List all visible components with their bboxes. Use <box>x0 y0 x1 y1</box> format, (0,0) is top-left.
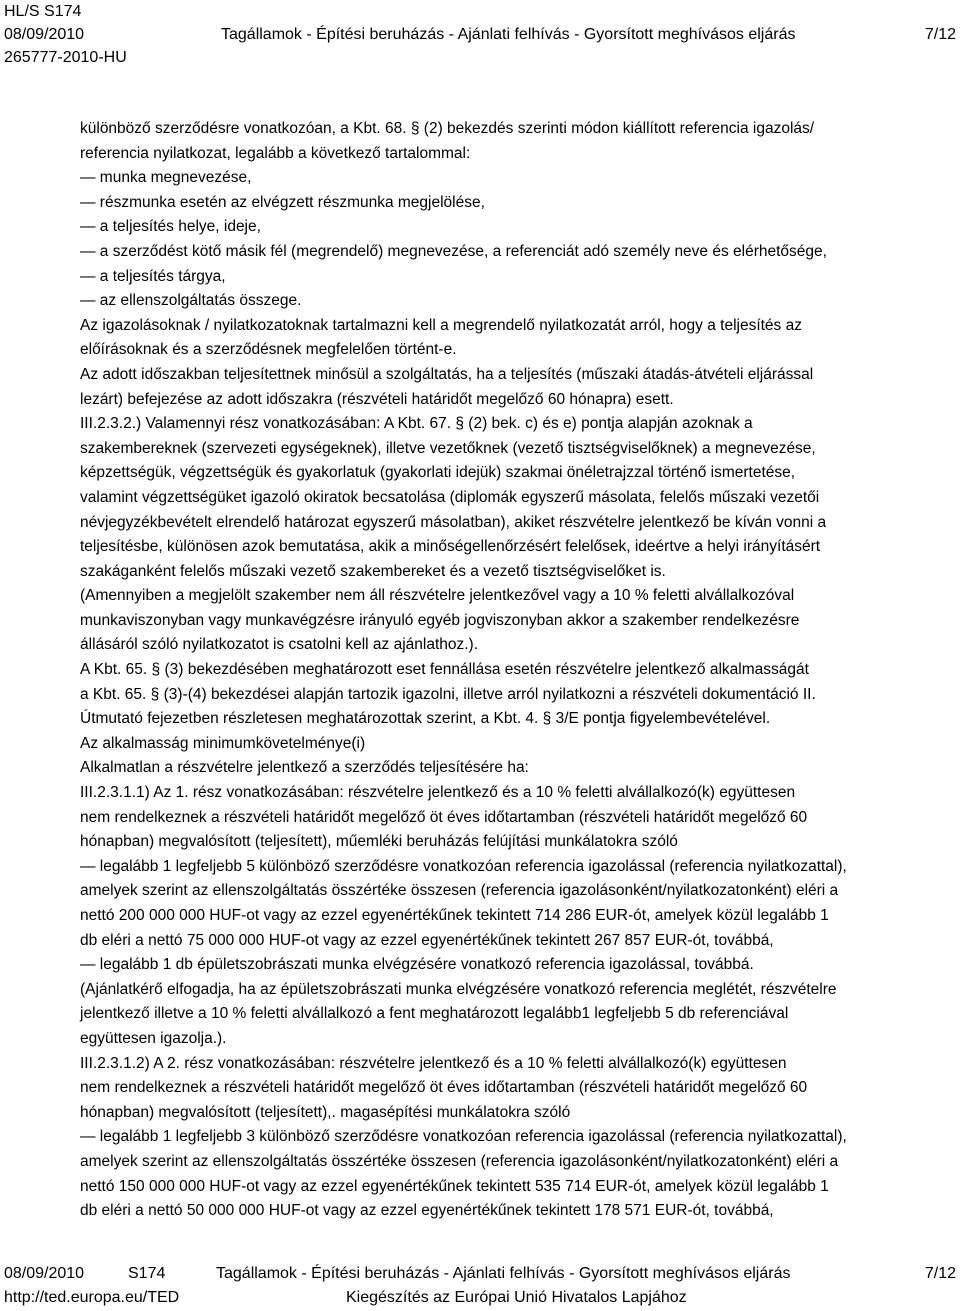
footer-page-number: 7/12 <box>924 1265 956 1282</box>
footer-url: http://ted.europa.eu/TED <box>4 1289 180 1306</box>
text-line: — az ellenszolgáltatás összege. <box>80 292 302 310</box>
text-line: Az alkalmasság minimumkövetelménye(i) <box>80 734 366 752</box>
header-doc-code: HL/S S174 <box>4 3 82 20</box>
text-line: III.2.3.2.) Valamennyi rész vonatkozásában: A Kbt. 67. § (2) bek. c) és e) pontja alapján azoknak a <box>80 415 753 433</box>
text-line: — a teljesítés tárgya, <box>80 267 226 285</box>
header-reference: 265777-2010-HU <box>4 49 127 66</box>
document-body <box>80 117 955 1224</box>
text-line: nem rendelkeznek a részvételi határidőt megelőző öt éves időtartamban (részvételi határidőt megelőző 60 <box>80 808 808 826</box>
text-line: jelentkező illetve a 10 % feletti alvállalkozó a fent meghatározott legalább1 legfeljebb 5 db referenciával <box>80 1005 789 1023</box>
footer-publication: Kiegészítés az Európai Unió Hivatalos Lapjához <box>346 1289 687 1306</box>
text-line: szakembereknek (szervezeti egységeknek), illetve vezetőknek (vezető tisztségviselőknek) a megnevezése, <box>80 439 816 457</box>
text-line: előírásoknak és a szerződésnek megfelelően történt-e. <box>80 341 457 359</box>
footer-title: Tagállamok - Építési beruházás - Ajánlati felhívás - Gyorsított meghívásos eljárás <box>216 1265 791 1282</box>
text-line: (Ajánlatkérő elfogadja, ha az épületszobrászati munka elvégzésére vonatkozó referencia meglétét, részvételre <box>80 980 837 998</box>
text-line: Alkalmatlan a részvételre jelentkező a szerződés teljesítésére ha: <box>80 759 529 777</box>
text-line: — legalább 1 db épületszobrászati munka elvégzésére vonatkozó referencia igazolással, továbbá. <box>80 956 754 974</box>
text-line: hónapban) megvalósított (teljesített), műemléki beruházás felújítási munkálatokra szóló <box>80 833 678 851</box>
text-line: Az adott időszakban teljesítettnek minősül a szolgáltatás, ha a teljesítés (műszaki átadás-átvételi eljárással <box>80 365 814 383</box>
page-footer <box>4 1262 956 1310</box>
text-line: hónapban) megvalósított (teljesített),. magasépítési munkálatokra szóló <box>80 1103 571 1121</box>
text-line: állásáról szóló nyilatkozatot is csatolni kell az ajánlathoz.). <box>80 636 479 654</box>
header-title: Tagállamok - Építési beruházás - Ajánlati felhívás - Gyorsított meghívásos eljárás <box>221 26 796 43</box>
page-header <box>4 0 956 69</box>
text-line: — részmunka esetén az elvégzett részmunka megjelölése, <box>80 193 485 211</box>
text-line: — legalább 1 legfeljebb 3 különböző szerződésre vonatkozóan referencia igazolással (referencia nyilatkozattal), <box>80 1128 847 1146</box>
text-line: névjegyzékbevételt elrendelő határozat egyszerű másolatban), akiket részvételre jelentkező be kíván vonni a <box>80 513 827 531</box>
text-line: III.2.3.1.1) Az 1. rész vonatkozásában: részvételre jelentkező és a 10 % feletti alvállalkozó(k) együttesen <box>80 784 796 802</box>
text-line: db eléri a nettó 75 000 000 HUF-ot vagy az ezzel egyenértékűnek tekintett 267 857 EUR-ót, továbbá, <box>80 931 774 949</box>
text-line: nettó 150 000 000 HUF-ot vagy az ezzel egyenértékűnek tekintett 535 714 EUR-ót, amelyek közül legalább 1 <box>80 1177 829 1195</box>
text-line: — legalább 1 legfeljebb 5 különböző szerződésre vonatkozóan referencia igazolással (referencia nyilatkozattal), <box>80 857 847 875</box>
text-line: db eléri a nettó 50 000 000 HUF-ot vagy az ezzel egyenértékűnek tekintett 178 571 EUR-ót, továbbá, <box>80 1202 774 1220</box>
text-line: valamint végzettségüket igazoló okiratok becsatolása (diplomák egyszerű másolata, felelős műszaki vezetői <box>80 488 820 506</box>
text-line: Útmutató fejezetben részletesen meghatározottak szerint, a Kbt. 4. § 3/E pontja figyelembevételével. <box>80 710 771 728</box>
footer-code: S174 <box>128 1265 166 1282</box>
text-line: munkaviszonyban vagy munkavégzésre irányuló egyéb jogviszonyban akkor a szakember rendelkezésre <box>80 611 800 629</box>
text-line: A Kbt. 65. § (3) bekezdésében meghatározott eset fennállása esetén részvételre jelentkező alkalmasságát <box>80 661 809 679</box>
text-line: Az igazolásoknak / nyilatkozatoknak tartalmazni kell a megrendelő nyilatkozatát arról, hogy a teljesítés az <box>80 316 802 334</box>
text-line: — a szerződést kötő másik fél (megrendelő) megnevezése, a referenciát adó személy neve és elérhetősége, <box>80 242 827 260</box>
header-date: 08/09/2010 <box>4 26 85 43</box>
text-line: a Kbt. 65. § (3)-(4) bekezdései alapján tartozik igazolni, illetve arról nyilatkozni a részvételi dokumentáció II. <box>80 685 816 703</box>
footer-date: 08/09/2010 <box>4 1265 85 1282</box>
text-line: III.2.3.1.2) A 2. rész vonatkozásában: részvételre jelentkező és a 10 % feletti alvállalkozó(k) együttesen <box>80 1054 787 1072</box>
header-page-number: 7/12 <box>924 26 956 43</box>
text-line: (Amennyiben a megjelölt szakember nem áll részvételre jelentkezővel vagy a 10 % feletti alvállalkozóval <box>80 587 795 605</box>
text-line: teljesítésbe, különösen azok bemutatása, akik a minőségellenőrzésért felelősek, ideértve a helyi irányításért <box>80 538 821 556</box>
text-line: együttesen igazolja.). <box>80 1029 227 1047</box>
text-line: nem rendelkeznek a részvételi határidőt megelőző öt éves időtartamban (részvételi határidőt megelőző 60 <box>80 1079 808 1097</box>
text-line: nettó 200 000 000 HUF-ot vagy az ezzel egyenértékűnek tekintett 714 286 EUR-ót, amelyek közül legalább 1 <box>80 907 829 924</box>
text-line: képzettségük, végzettségük és gyakorlatuk (gyakorlati idejük) szakmai önéletrajzzal történő ismertetése, <box>80 464 796 482</box>
text-line: amelyek szerint az ellenszolgáltatás összértéke összesen (referencia igazolásonként/nyilatkozatonként) eléri a <box>80 1152 839 1170</box>
text-line: szakáganként felelős műszaki vezető szakembereket és a vezető tisztségviselőket is. <box>80 562 666 580</box>
text-line: különböző szerződésre vonatkozóan, a Kbt. 68. § (2) bekezdés szerinti módon kiállított referencia igazolás/ <box>80 120 815 137</box>
text-line: referencia nyilatkozat, legalább a következő tartalommal: <box>80 144 471 162</box>
text-line: — a teljesítés helye, ideje, <box>80 218 261 236</box>
text-line: amelyek szerint az ellenszolgáltatás összértéke összesen (referencia igazolásonként/nyilatkozatonként) eléri a <box>80 882 839 900</box>
text-line: — munka megnevezése, <box>80 169 252 187</box>
text-line: lezárt) befejezése az adott időszakra (részvételi határidőt megelőző 60 hónapra) esett. <box>80 390 674 408</box>
